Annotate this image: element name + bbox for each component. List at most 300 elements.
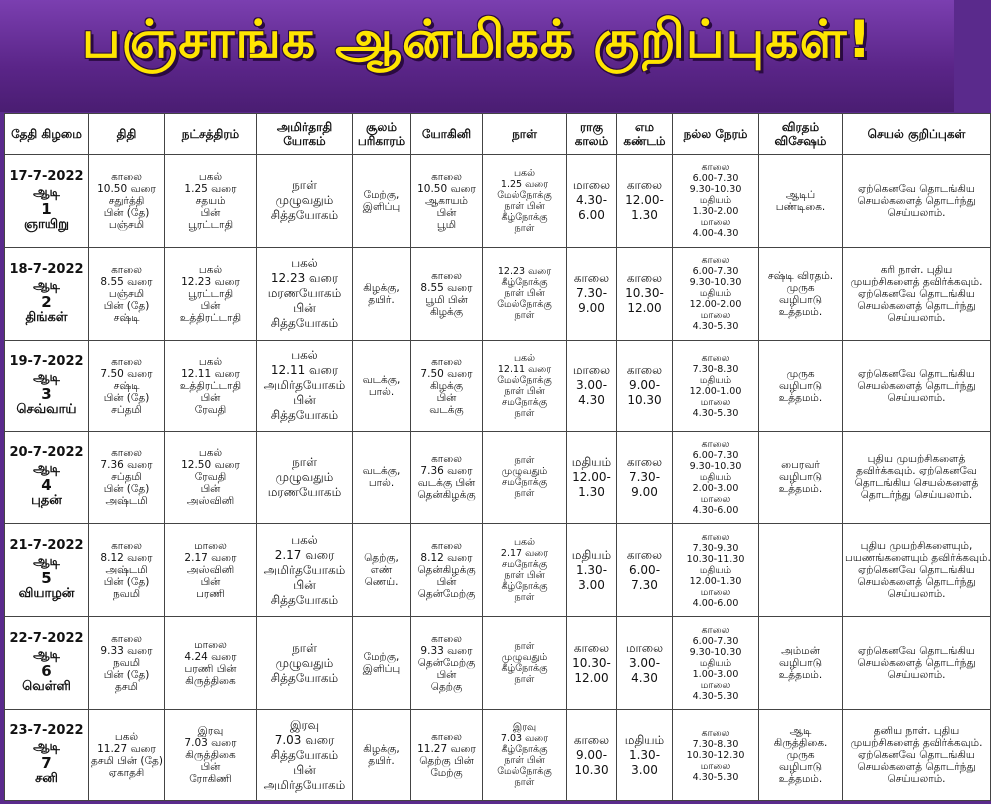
page-title: பஞ்சாங்க ஆன்மிகக் குறிப்புகள்! — [81, 10, 873, 70]
ema-line: 12.00- — [625, 193, 664, 208]
date-line: 6 — [41, 662, 52, 681]
cell-yogam — [257, 155, 353, 248]
nalla-line: காலை — [701, 352, 730, 364]
nalla-line: மாலை — [700, 760, 731, 772]
date-line: வெள்ளி — [22, 679, 71, 695]
cell-date — [5, 617, 89, 710]
date-line: 5 — [41, 569, 52, 588]
nakshatra-line: 4.24 வரை — [184, 651, 237, 664]
rahu-line: 1.30- — [575, 562, 608, 577]
yogam-line: பகல் — [291, 256, 318, 271]
nalla-line: மாலை — [700, 679, 731, 691]
header-nakshatra: நட்சத்திரம் — [165, 114, 257, 155]
nalla-line: 6.00-7.30 — [692, 449, 739, 461]
thithi-line: அஷ்டமி — [105, 564, 148, 577]
yogam-line: முழுவதும் — [275, 655, 334, 670]
yogini-line: காலை — [431, 731, 462, 744]
yogam-line: பின் — [293, 393, 316, 408]
naal-line: சமநோக்கு — [501, 559, 548, 571]
cell-ema — [617, 710, 673, 801]
viratham-line: கிருத்திகை. — [773, 737, 828, 750]
cell-soolam — [353, 710, 411, 801]
soolam-line: வடக்கு, — [362, 373, 401, 386]
nalla-line: காலை — [701, 162, 730, 174]
nalla-line: 4.30-5.30 — [692, 321, 739, 333]
yogam-line: சித்தயோகம் — [270, 208, 339, 223]
thithi-line: ஏகாதசி — [108, 767, 145, 780]
cell-nakshatra — [165, 524, 257, 617]
yogam-line: சித்தயோகம் — [270, 316, 339, 331]
cell-ema — [617, 340, 673, 431]
rahu-line: 9.00- — [575, 747, 608, 762]
yogam-line: சித்தயோகம் — [270, 747, 339, 762]
ema-line: காலை — [626, 454, 663, 469]
yogam-line: நாள் — [292, 454, 317, 469]
nalla-line: 7.30-9.30 — [692, 542, 739, 554]
yogini-line: 11.27 வரை — [417, 743, 476, 756]
thithi-line: 10.50 வரை — [97, 182, 156, 195]
nakshatra-line: கிருத்திகை — [185, 749, 236, 762]
naal-line: கீழ்நோக்கு — [501, 581, 548, 593]
seyal-line: ஏற்கெனவே தொடங்கிய — [858, 367, 975, 380]
seyal-line: செயல்களைத் தொடர்ந்து — [857, 379, 976, 392]
date-line: 21-7-2022 — [9, 538, 84, 554]
nakshatra-line: பரணி பின் — [184, 663, 237, 676]
cell-yogam — [257, 247, 353, 340]
rahu-line: மதியம் — [571, 547, 612, 562]
header-row — [5, 114, 991, 155]
cell-nakshatra — [165, 617, 257, 710]
date-line: 20-7-2022 — [9, 445, 84, 461]
cell-ema — [617, 155, 673, 248]
viratham-line: பண்டிகை. — [775, 200, 826, 213]
seyal-line: ஏற்கெனவே தொடங்கிய — [858, 287, 975, 300]
cell-viratham — [759, 340, 843, 431]
naal-line: கீழ்நோக்கு — [501, 744, 548, 756]
yogini-line: காலை — [431, 355, 462, 368]
cell-yogini — [411, 710, 483, 801]
header-seyal: செயல் குறிப்புகள் — [843, 114, 991, 155]
nalla-line: 4.00-6.00 — [692, 597, 739, 609]
cell-naal — [483, 155, 567, 248]
yogini-line: வடக்கு பின் — [417, 477, 476, 490]
date-line: புதன் — [31, 493, 62, 509]
nakshatra-line: பூரட்டாதி — [187, 218, 234, 231]
rahu-line: 9.00 — [578, 301, 605, 316]
nakshatra-line: பின் — [200, 206, 221, 219]
rahu-line: காலை — [573, 271, 610, 286]
seyal-line: செயல்களைத் தொடர்ந்து — [857, 194, 976, 207]
rahu-line: மதியம் — [571, 454, 612, 469]
ema-line: 10.30 — [627, 393, 662, 408]
yogam-line: பின் — [293, 762, 316, 777]
yogam-line: மரணயோகம் — [267, 286, 342, 301]
nakshatra-line: அஸ்வினி — [186, 564, 235, 577]
naal-line: நாள் பின் — [504, 570, 545, 582]
yogini-line: 7.36 வரை — [420, 465, 473, 478]
nakshatra-line: பரணி — [196, 588, 225, 601]
yogini-line: தென்கிழக்கு — [417, 564, 476, 577]
nalla-line: 9.30-10.30 — [689, 184, 742, 196]
naal-line: நாள் — [514, 592, 535, 604]
date-line: செவ்வாய் — [16, 401, 77, 417]
soolam-line: பால். — [368, 385, 395, 398]
cell-yogam — [257, 710, 353, 801]
cell-rahu — [567, 710, 617, 801]
date-line: ஆடி — [33, 554, 60, 570]
viratham-line: வழிபாடு — [778, 293, 823, 306]
cell-seyal — [843, 155, 991, 248]
yogini-line: காலை — [431, 540, 462, 553]
date-line: ஆடி — [33, 647, 60, 663]
yogini-line: தென்மேற்கு — [417, 588, 476, 601]
nalla-line: 6.00-7.30 — [692, 635, 739, 647]
nakshatra-line: ரோகிணி — [189, 773, 232, 786]
nakshatra-line: பின் — [200, 761, 221, 774]
cell-nalla — [673, 710, 759, 801]
cell-date — [5, 340, 89, 431]
nakshatra-line: பகல் — [198, 170, 223, 183]
naal-line: நாள் — [514, 222, 535, 234]
thithi-line: சப்தமி — [111, 471, 142, 484]
cell-thithi — [89, 340, 165, 431]
thithi-line: காலை — [111, 170, 142, 183]
header-nalla: நல்ல நேரம் — [673, 114, 759, 155]
cell-date — [5, 524, 89, 617]
yogini-line: 10.50 வரை — [417, 182, 476, 195]
thithi-line: பகல் — [114, 731, 139, 744]
nalla-line: 4.30-5.30 — [692, 771, 739, 783]
cell-yogam — [257, 524, 353, 617]
yogini-line: பூமி பின் — [425, 293, 468, 306]
thithi-line: 8.55 வரை — [100, 275, 153, 288]
naal-line: நாள் பின் — [504, 200, 545, 212]
cell-soolam — [353, 155, 411, 248]
thithi-line: பின் (தே) — [103, 483, 150, 496]
cell-naal — [483, 524, 567, 617]
yogini-line: ஆகாயம் — [425, 194, 468, 207]
panchangam-table — [4, 113, 991, 801]
soolam-line: கிழக்கு, — [363, 281, 400, 294]
nalla-line: 12.00-1.00 — [689, 385, 742, 397]
cell-yogini — [411, 155, 483, 248]
nalla-line: 9.30-10.30 — [689, 460, 742, 472]
naal-line: நாள் பின் — [504, 385, 545, 397]
cell-thithi — [89, 431, 165, 524]
naal-line: முழுவதும் — [501, 466, 548, 478]
seyal-line: பயணங்களையும் தவிர்க்கவும். — [845, 552, 991, 565]
header-viratham: விரதம் விசேஷம் — [759, 114, 843, 155]
yogini-line: கிழக்கு — [429, 379, 464, 392]
table-row — [5, 524, 991, 617]
viratham-line: வழிபாடு — [778, 657, 823, 670]
nalla-line: 9.30-10.30 — [689, 277, 742, 289]
header-rahu: ராகு காலம் — [567, 114, 617, 155]
nalla-line: 10.30-12.30 — [686, 749, 745, 761]
cell-yogini — [411, 524, 483, 617]
naal-line: 7.03 வரை — [500, 733, 549, 745]
date-line: ஆடி — [33, 277, 60, 293]
rahu-line: 12.00 — [574, 670, 609, 685]
cell-viratham — [759, 710, 843, 801]
yogam-line: பின் — [293, 301, 316, 316]
cell-soolam — [353, 524, 411, 617]
yogam-line: இரவு — [289, 717, 320, 732]
nalla-line: 4.30-5.30 — [692, 690, 739, 702]
nakshatra-line: பின் — [200, 299, 221, 312]
naal-line: கீழ்நோக்கு — [501, 211, 548, 223]
yogini-line: கிழக்கு — [429, 305, 464, 318]
seyal-line: செயல்களைத் தொடர்ந்து — [857, 299, 976, 312]
seyal-line: செய்யலாம். — [887, 773, 946, 786]
naal-line: கீழ்நோக்கு — [501, 277, 548, 289]
date-line: சனி — [35, 771, 58, 787]
rahu-line: 10.30 — [574, 762, 609, 777]
seyal-line: புதிய முயற்சிகளைத் — [867, 453, 966, 466]
thithi-line: 8.12 வரை — [100, 552, 153, 565]
ema-line: காலை — [626, 178, 663, 193]
naal-line: மேல்நோக்கு — [497, 766, 552, 778]
header-naal: நாள் — [483, 114, 567, 155]
nalla-line: 2.00-3.00 — [692, 482, 739, 494]
nalla-line: காலை — [701, 727, 730, 739]
cell-rahu — [567, 617, 617, 710]
date-line: 7 — [41, 754, 52, 773]
cell-yogam — [257, 617, 353, 710]
date-line: 17-7-2022 — [9, 168, 84, 184]
ema-line: மதியம் — [624, 732, 665, 747]
ema-line: 7.30 — [631, 577, 658, 592]
soolam-line: பால். — [368, 477, 395, 490]
naal-line: பகல் — [513, 537, 536, 549]
cell-nakshatra — [165, 247, 257, 340]
cell-seyal — [843, 710, 991, 801]
thithi-line: நவமி — [112, 657, 141, 670]
yogini-line: காலை — [431, 453, 462, 466]
ema-line: காலை — [626, 363, 663, 378]
date-line: 23-7-2022 — [9, 723, 84, 739]
naal-line: கீழ்நோக்கு — [501, 663, 548, 675]
seyal-line: ஏற்கெனவே தொடங்கிய — [858, 182, 975, 195]
thithi-line: நவமி — [112, 588, 141, 601]
seyal-line: செய்யலாம். — [887, 669, 946, 682]
cell-yogam — [257, 340, 353, 431]
nakshatra-line: உத்திரட்டாதி — [179, 311, 242, 324]
yogini-line: தென்மேற்கு — [417, 657, 476, 670]
nalla-line: 7.30-8.30 — [692, 363, 739, 375]
table-row — [5, 617, 991, 710]
yogam-line: பகல் — [291, 532, 318, 547]
nalla-line: 1.30-2.00 — [692, 206, 739, 218]
seyal-line: செயல்களைத் தொடர்ந்து — [857, 657, 976, 670]
naal-line: நாள் — [514, 310, 535, 322]
nakshatra-line: ரேவதி — [194, 471, 227, 484]
cell-yogini — [411, 340, 483, 431]
viratham-line: ஆடி — [789, 725, 812, 738]
cell-viratham — [759, 617, 843, 710]
cell-viratham — [759, 431, 843, 524]
yogam-line: 7.03 வரை — [274, 732, 335, 747]
thithi-line: 9.33 வரை — [100, 645, 153, 658]
thithi-line: தசமி பின் (தே) — [91, 755, 163, 768]
viratham-line: முருக — [786, 281, 815, 294]
soolam-line: தெற்கு, — [364, 552, 399, 565]
ema-line: 4.30 — [631, 670, 658, 685]
yogam-line: 2.17 வரை — [274, 547, 335, 562]
thithi-line: சஷ்டி — [113, 379, 140, 392]
yogam-line: மரணயோகம் — [267, 484, 342, 499]
table-row — [5, 431, 991, 524]
viratham-line: சஷ்டி விரதம். — [767, 269, 834, 282]
thithi-line: காலை — [111, 263, 142, 276]
cell-thithi — [89, 155, 165, 248]
seyal-line: முயற்சிகளைத் தவிர்க்கவும். — [850, 275, 983, 288]
naal-line: பகல் — [513, 352, 536, 364]
rahu-line: 1.30 — [578, 484, 605, 499]
nalla-line: மதியம் — [699, 288, 732, 300]
table-row — [5, 247, 991, 340]
yogini-line: தென்கிழக்கு — [417, 489, 476, 502]
soolam-line: தயிர். — [368, 755, 395, 768]
cell-naal — [483, 340, 567, 431]
rahu-line: 4.30- — [575, 193, 608, 208]
thithi-line: 11.27 வரை — [97, 743, 156, 756]
thithi-line: அஷ்டமி — [105, 495, 148, 508]
yogini-line: வடக்கு — [429, 403, 464, 416]
yogini-line: 8.12 வரை — [420, 552, 473, 565]
nakshatra-line: பின் — [200, 483, 221, 496]
yogini-line: 8.55 வரை — [420, 281, 473, 294]
yogam-line: சித்தயோகம் — [270, 592, 339, 607]
date-line: ஆடி — [33, 739, 60, 755]
panchangam-table-wrapper — [4, 113, 991, 801]
seyal-line: செய்யலாம். — [887, 311, 946, 324]
naal-line: நாள் — [514, 488, 535, 500]
thithi-line: 7.36 வரை — [100, 459, 153, 472]
yogam-line: பின் — [293, 577, 316, 592]
seyal-line: தவிர்க்கவும். ஏற்கெனவே — [856, 465, 977, 478]
cell-thithi — [89, 247, 165, 340]
viratham-line: பைரவர் — [781, 459, 820, 472]
cell-nalla — [673, 431, 759, 524]
date-line: ஆடி — [33, 461, 60, 477]
naal-line: நாள் பின் — [504, 755, 545, 767]
cell-rahu — [567, 155, 617, 248]
nakshatra-line: பின் — [200, 391, 221, 404]
ema-line: காலை — [626, 271, 663, 286]
rahu-line: 12.00- — [572, 469, 611, 484]
viratham-line: வழிபாடு — [778, 761, 823, 774]
soolam-line: வடக்கு, — [362, 465, 401, 478]
nakshatra-line: மாலை — [194, 540, 227, 553]
rahu-line: மாலை — [572, 178, 611, 193]
nalla-line: காலை — [701, 624, 730, 636]
ema-line: 12.00 — [627, 301, 662, 316]
cell-yogini — [411, 617, 483, 710]
date-line: 4 — [41, 476, 52, 495]
yogini-line: 9.33 வரை — [420, 645, 473, 658]
nalla-line: 12.00-1.30 — [689, 575, 742, 587]
naal-line: 2.17 வரை — [500, 548, 549, 560]
date-line: 3 — [41, 384, 52, 403]
nalla-line: மாலை — [700, 310, 731, 322]
date-line: 19-7-2022 — [9, 353, 84, 369]
cell-naal — [483, 617, 567, 710]
cell-soolam — [353, 617, 411, 710]
cell-viratham — [759, 247, 843, 340]
thithi-line: சஷ்டி — [113, 311, 140, 324]
date-line: 22-7-2022 — [9, 631, 84, 647]
nakshatra-line: இரவு — [197, 725, 224, 738]
yogam-line: நாள் — [292, 640, 317, 655]
nakshatra-line: 12.23 வரை — [181, 275, 240, 288]
rahu-line: 3.00- — [575, 378, 608, 393]
nalla-line: காலை — [701, 255, 730, 267]
naal-line: மேல்நோக்கு — [497, 299, 552, 311]
yogini-line: பின் — [436, 391, 457, 404]
nalla-line: காலை — [701, 438, 730, 450]
cell-date — [5, 431, 89, 524]
cell-nalla — [673, 617, 759, 710]
rahu-line: 4.30 — [578, 393, 605, 408]
nakshatra-line: பகல் — [198, 447, 223, 460]
naal-line: சமநோக்கு — [501, 477, 548, 489]
nakshatra-line: பகல் — [198, 263, 223, 276]
cell-nakshatra — [165, 710, 257, 801]
yogini-line: பின் — [436, 576, 457, 589]
cell-rahu — [567, 340, 617, 431]
seyal-line: தொடங்கிய செயல்களைத் — [854, 477, 979, 490]
viratham-line: உத்தமம். — [778, 669, 823, 682]
nalla-line: மதியம் — [699, 471, 732, 483]
seyal-line: ஏற்கெனவே தொடங்கிய — [858, 645, 975, 658]
cell-nalla — [673, 155, 759, 248]
cell-soolam — [353, 247, 411, 340]
cell-nakshatra — [165, 431, 257, 524]
yogini-line: தெற்கு பின் — [419, 755, 474, 768]
nakshatra-line: பின் — [200, 576, 221, 589]
nakshatra-line: பகல் — [198, 355, 223, 368]
table-row — [5, 340, 991, 431]
yogini-line: மேற்கு — [430, 767, 463, 780]
cell-nalla — [673, 247, 759, 340]
thithi-line: சப்தமி — [111, 403, 142, 416]
cell-seyal — [843, 247, 991, 340]
ema-line: 9.00- — [628, 378, 661, 393]
cell-rahu — [567, 247, 617, 340]
cell-nakshatra — [165, 340, 257, 431]
yogini-line: காலை — [431, 269, 462, 282]
naal-line: 12.11 வரை — [497, 363, 552, 375]
naal-line: முழுவதும் — [501, 652, 548, 664]
ema-line: 3.00 — [631, 762, 658, 777]
thithi-line: தசமி — [115, 681, 138, 694]
viratham-line: உத்தமம். — [778, 483, 823, 496]
thithi-line: பின் (தே) — [103, 669, 150, 682]
yogini-line: 7.50 வரை — [420, 367, 473, 380]
cell-soolam — [353, 340, 411, 431]
soolam-line: எண் — [370, 564, 393, 577]
nalla-line: மாலை — [700, 396, 731, 408]
nalla-line: மதியம் — [699, 195, 732, 207]
naal-line: மேல்நோக்கு — [497, 374, 552, 386]
nalla-line: 6.00-7.30 — [692, 173, 739, 185]
seyal-line: ஏற்கெனவே தொடங்கிய — [858, 749, 975, 762]
thithi-line: பின் (தே) — [103, 576, 150, 589]
cell-nalla — [673, 524, 759, 617]
rahu-line: 10.30- — [572, 655, 611, 670]
soolam-line: இளிப்பு — [362, 663, 401, 676]
